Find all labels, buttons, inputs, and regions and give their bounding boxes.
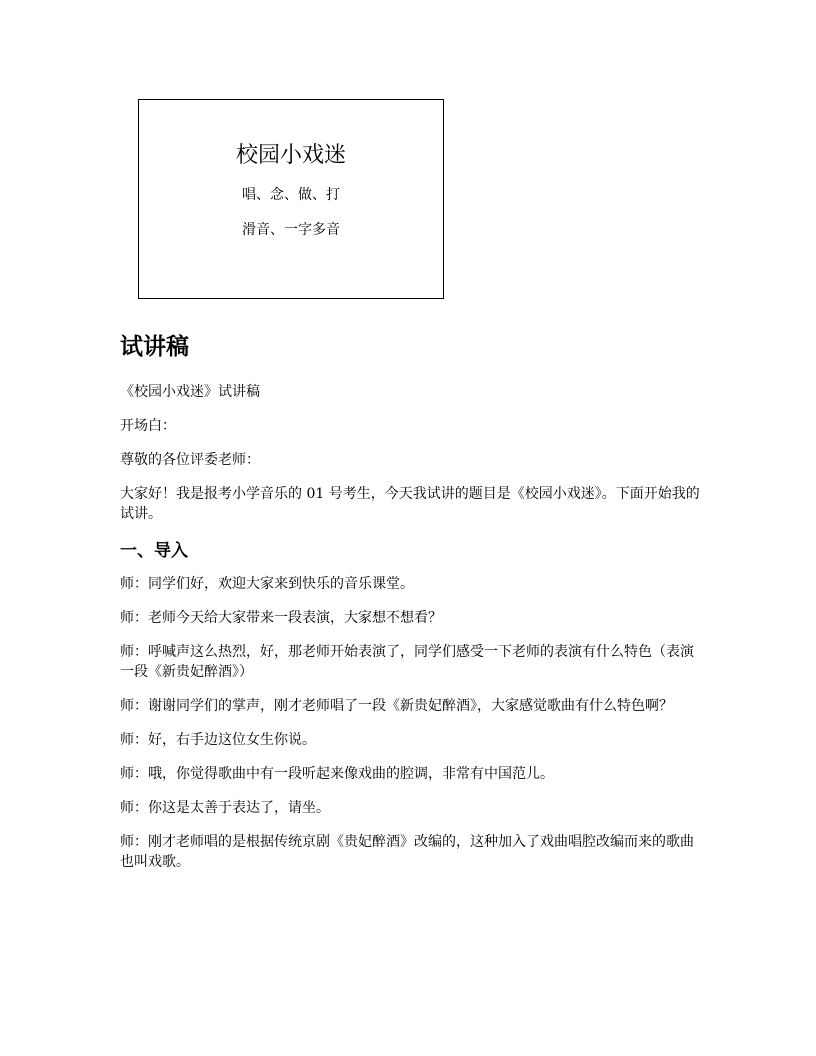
page-title: 试讲稿 xyxy=(120,334,189,360)
paragraph: 师：你这是太善于表达了，请坐。 xyxy=(120,800,330,816)
paragraph: 开场白： xyxy=(120,418,176,434)
paragraph: 《校园小戏迷》试讲稿 xyxy=(120,384,260,400)
paragraph: 师：谢谢同学们的掌声，刚才老师唱了一段《新贵妃醉酒》，大家感觉歌曲有什么特色啊？ xyxy=(120,698,673,714)
paragraph: 大家好！我是报考小学音乐的 01 号考生，今天我试讲的题目是《校园小戏迷》。下面开始我的试讲。 xyxy=(120,486,700,522)
paragraph: 师：好，右手边这位女生你说。 xyxy=(120,732,316,748)
paragraph: 师：老师今天给大家带来一段表演，大家想不想看？ xyxy=(120,610,442,626)
paragraph: 师：哦，你觉得歌曲中有一段听起来像戏曲的腔调，非常有中国范儿。 xyxy=(120,766,554,782)
paragraph: 师：同学们好，欢迎大家来到快乐的音乐课堂。 xyxy=(120,576,414,592)
slide-title: 校园小戏迷 xyxy=(235,143,346,168)
slide-subtitle-line2: 滑音、一字多音 xyxy=(242,222,340,238)
paragraph: 师：刚才老师唱的是根据传统京剧《贵妃醉酒》改编的，这种加入了戏曲唱腔改编而来的歌曲也叫戏歌。 xyxy=(120,834,694,870)
slide-subtitle-line1: 唱、念、做、打 xyxy=(242,187,340,203)
section-heading: 一、导入 xyxy=(120,541,188,561)
document-body xyxy=(120,330,700,886)
slide-thumbnail xyxy=(138,99,444,299)
paragraph: 师：呼喊声这么热烈，好，那老师开始表演了，同学们感受一下老师的表演有什么特色（表演一段《新贵妃醉酒》） xyxy=(120,644,694,680)
paragraph: 尊敬的各位评委老师： xyxy=(120,452,260,468)
